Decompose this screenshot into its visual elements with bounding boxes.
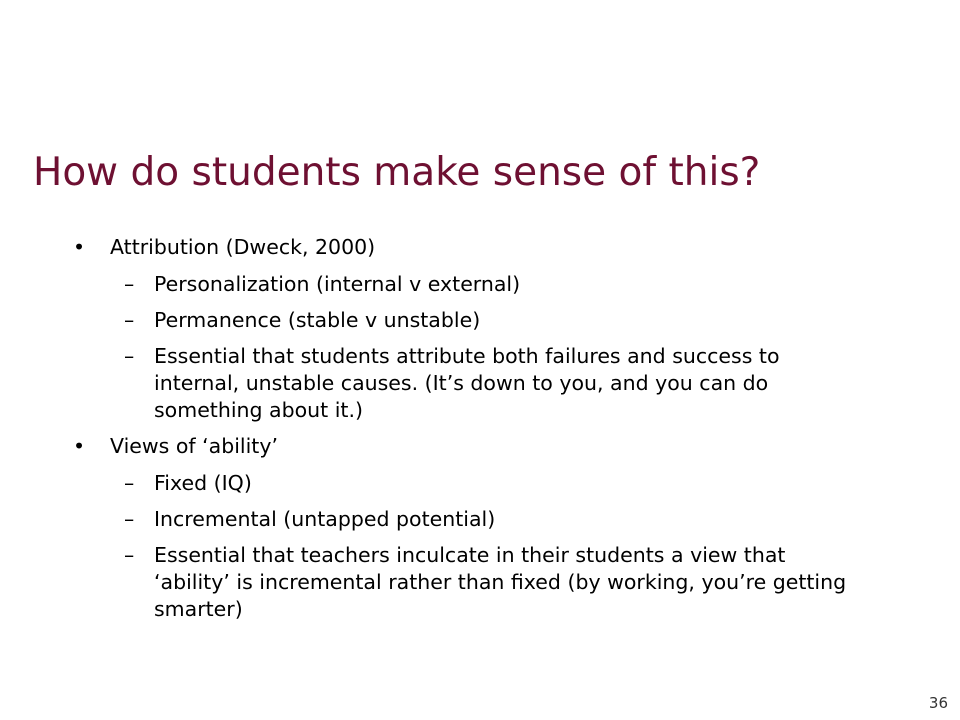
dash-marker: – <box>124 344 135 368</box>
slide-content <box>70 234 870 632</box>
bullet-attribution <box>70 234 870 261</box>
dash-marker: – <box>124 308 135 332</box>
bullet-text: Attribution (Dweck, 2000) <box>110 235 376 259</box>
dash-marker: – <box>124 471 135 495</box>
subitem-attribution-essential <box>70 343 870 424</box>
subitem-text: Incremental (untapped potential) <box>154 507 496 531</box>
bullet-text: Views of ‘ability’ <box>110 434 278 458</box>
subitem-text: Essential that students attribute both failures and success to internal, unstable causes. (It’s down to you, and you can do something about it.) <box>154 344 780 422</box>
subitem-text: Essential that teachers inculcate in their students a view that ‘ability’ is incremental rather than fixed (by working, you’re getting smarter) <box>154 543 847 621</box>
dash-marker: – <box>124 272 135 296</box>
dash-marker: – <box>124 543 135 567</box>
slide-title: How do students make sense of this? <box>33 150 761 195</box>
subitem-ability-essential <box>70 542 870 623</box>
subitem-text: Personalization (internal v external) <box>154 272 521 296</box>
subitem-fixed <box>70 470 870 497</box>
subitem-personalization <box>70 271 870 298</box>
bullet-marker: • <box>73 235 86 259</box>
subitem-text: Fixed (IQ) <box>154 471 252 495</box>
subitem-text: Permanence (stable v unstable) <box>154 308 481 332</box>
subitem-permanence <box>70 307 870 334</box>
subitem-incremental <box>70 506 870 533</box>
slide-number: 36 <box>928 694 948 712</box>
dash-marker: – <box>124 507 135 531</box>
bullet-views-of-ability <box>70 433 870 460</box>
bullet-marker: • <box>73 434 86 458</box>
